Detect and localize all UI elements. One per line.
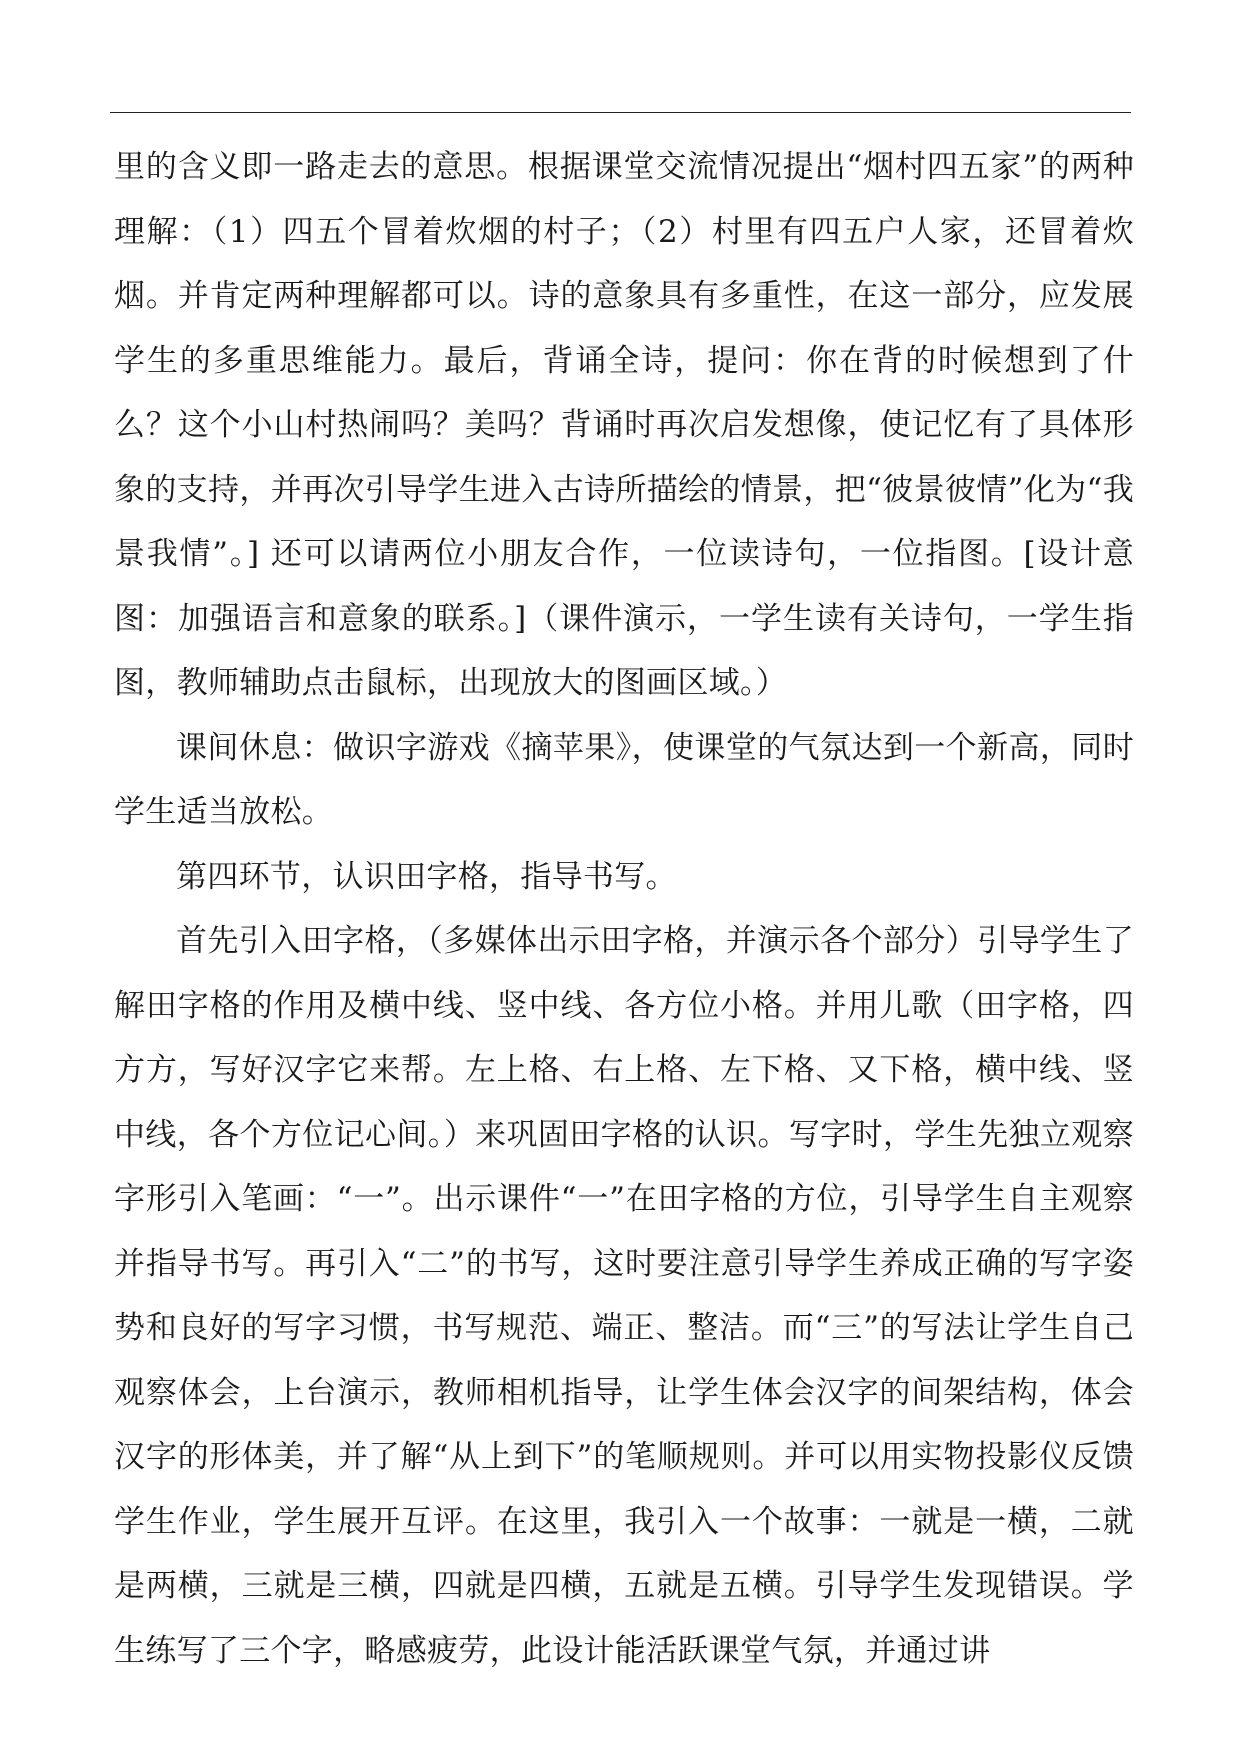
paragraph-3: 第四环节，认识田字格，指导书写。	[176, 858, 677, 895]
document-body	[114, 135, 1134, 1683]
header-rule	[110, 112, 1131, 113]
paragraph-4: 首先引入田字格，（多媒体出示田字格，并演示各个部分）引导学生了解田字格的作用及横中线、竖中线、各方位小格。并用儿歌（田字格，四方方，写好汉字它来帮。左上格、右上格、左下格、又下格，横中线、竖中线，各个方位记心间。）来巩固田字格的认识。写字时，学生先独立观察字形引入笔画：“一”。出示课件“一”在田字格的方位，引导学生自主观察并指导书写。再引入“二”的书写，这时要注意引导学生养成正确的写字姿势和良好的写字习惯，书写规范、端正、整洁。而“三”的写法让学生自己观察体会，上台演示，教师相机指导，让学生体会汉字的间架结构，体会汉字的形体美，并了解“从上到下”的笔顺规则。并可以用实物投影仪反馈学生作业，学生展开互评。在这里，我引入一个故事：一就是一横，二就是两横，三就是三横，四就是四横，五就是五横。引导学生发现错误。学生练写了三个字，略感疲劳，此设计能活跃课堂气氛，并通过讲	[114, 923, 1134, 1669]
paragraph-1: 里的含义即一路走去的意思。根据课堂交流情况提出“烟村四五家”的两种理解：（1）四五个冒着炊烟的村子；（2）村里有四五户人家，还冒着炊烟。并肯定两种理解都可以。诗的意象具有多重性，在这一部分，应发展学生的多重思维能力。最后，背诵全诗，提问：你在背的时候想到了什么？这个小山村热闹吗？美吗？背诵时再次启发想像，使记忆有了具体形象的支持，并再次引导学生进入古诗所描绘的情景，把“彼景彼情”化为“我景我情”。] 还可以请两位小朋友合作，一位读诗句，一位指图。[设计意图：加强语言和意象的联系。]（课件演示，一学生读有关诗句，一学生指图，教师辅助点击鼠标，出现放大的图画区域。）	[114, 149, 1134, 701]
paragraph-2: 课间休息：做识字游戏《摘苹果》，使课堂的气氛达到一个新高，同时学生适当放松。	[114, 729, 1134, 830]
